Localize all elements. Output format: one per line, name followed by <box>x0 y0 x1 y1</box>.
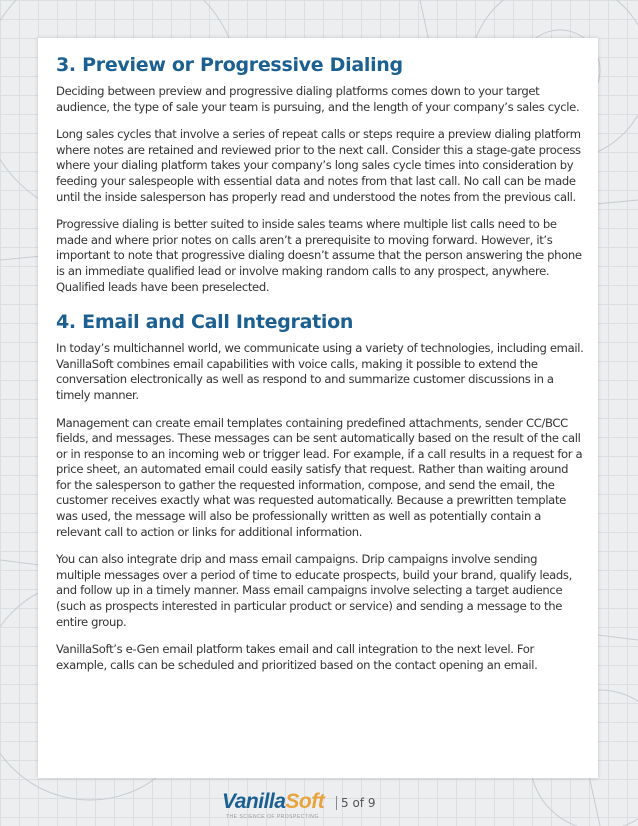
paragraph: Deciding between preview and progressive dialing platforms comes down to your target audience, the type of sale your team is pursuing, and the length of your company’s sales cycle. <box>56 84 580 114</box>
section-heading-email-integration: 4. Email and Call Integration <box>56 311 354 334</box>
paragraph: Progressive dialing is better suited to inside sales teams where multiple list calls need to be made and where prior notes on calls aren’t a prerequisite to moving forward. However, it’s important to note that progressive dialing doesn’t assume that the person answering the phone is an immediate qualified lead or involve making random calls to any prospect, anywhere. Qualified leads have been preselected. <box>56 217 582 294</box>
page-current: 5 <box>336 796 349 810</box>
page-content <box>56 52 584 685</box>
section-heading-preview-dialing: 3. Preview or Progressive Dialing <box>56 54 403 76</box>
vanillasoft-logo <box>222 790 324 814</box>
paragraph: VanillaSoft’s e-Gen email platform takes email and call integration to the next level. For example, calls can be scheduled and prioritized based on the contact opening an email. <box>56 642 538 672</box>
paragraph: You can also integrate drip and mass email campaigns. Drip campaigns involve sending multiple messages over a period of time to educate prospects, build your brand, qualify leads, and follow up in a timely manner. Mass email campaigns involve selecting a target audience (such as prospects interested in particular product or service) and sending a message to the entire group. <box>56 552 572 629</box>
logo-soft-text: Soft <box>285 790 325 813</box>
page-of: of <box>352 796 365 810</box>
logo-vanilla-text: Vanilla <box>222 790 286 813</box>
logo-tagline: THE SCIENCE OF PROSPECTING <box>226 814 319 820</box>
page-footer <box>0 786 638 820</box>
page-total: 9 <box>367 796 376 810</box>
paragraph: Management can create email templates containing predefined attachments, sender CC/BCC fields, and messages. These messages can be sent automatically based on the result of the call or in response to an incoming web or trigger lead. For example, if a call results in a request for a price sheet, an automated email could easily satisfy that request. Rather than waiting around for the salesperson to gather the requested information, compose, and send the email, the customer receives exactly what was requested automatically. Because a prewritten template was used, the message will also be professionally written as well as potentially contain a relevant call to action or links for additional information. <box>56 415 583 539</box>
paragraph: In today’s multichannel world, we communicate using a variety of technologies, including email. VanillaSoft combines email capabilities with voice calls, making it possible to extend the conversation electronically as well as respond to and summarize customer discussions in a timely manner. <box>56 341 584 402</box>
document-page <box>38 38 598 778</box>
page-number <box>336 796 376 810</box>
paragraph: Long sales cycles that involve a series of repeat calls or steps require a preview dialing platform where notes are retained and reviewed prior to the next call. Consider this a stage-gate process where your dialing platform takes your company’s long sales cycle times into consideration by feeding your salespeople with essential data and notes from that last call. No call can be made until the inside salesperson has properly read and understood the notes from the previous call. <box>56 127 581 204</box>
